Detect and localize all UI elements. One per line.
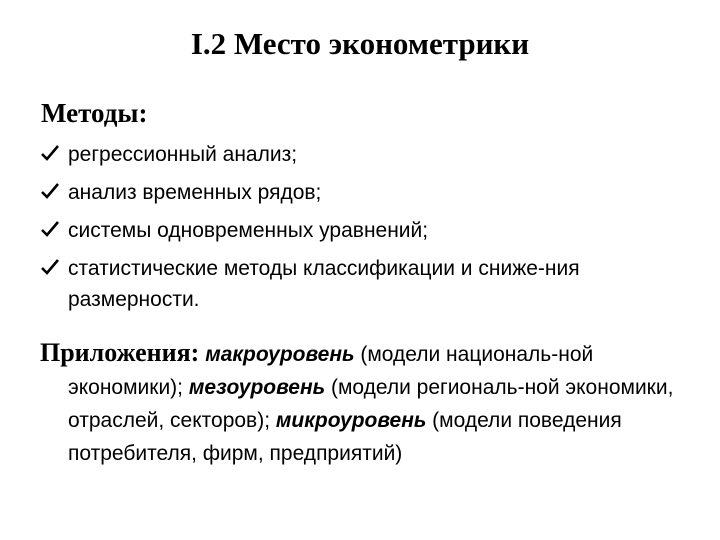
checkmark-icon <box>40 139 62 170</box>
micro-term: микроуровень <box>275 409 427 432</box>
list-item-text: анализ временных рядов; <box>68 181 322 204</box>
list-item-text: регрессионный анализ; <box>68 143 298 166</box>
checkmark-icon <box>40 253 62 284</box>
meso-description: (модели региональ-ной экономики, отраслей, секторов); <box>68 376 674 432</box>
applications-paragraph <box>40 336 708 470</box>
macro-description: (модели националь-ной экономики); <box>68 343 594 399</box>
slide-title: I.2 Место эконометрики <box>190 26 530 61</box>
applications-heading: Приложения: <box>40 338 200 367</box>
list-item-text: статистические методы классификации и сниже-ния размерности. <box>68 257 580 311</box>
meso-term: мезоуровень <box>188 376 326 399</box>
micro-description: (модели поведения потребителя, фирм, предприятий) <box>68 409 622 465</box>
list-item-text: системы одновременных уравнений; <box>68 219 429 242</box>
checkmark-icon <box>40 215 62 246</box>
methods-heading: Методы: <box>41 98 148 128</box>
macro-term: макроуровень <box>205 343 355 366</box>
checkmark-icon <box>40 177 62 208</box>
list-item <box>40 177 680 208</box>
list-item <box>40 215 680 246</box>
list-item <box>40 139 680 170</box>
list-item <box>40 253 680 315</box>
methods-list <box>40 139 680 322</box>
